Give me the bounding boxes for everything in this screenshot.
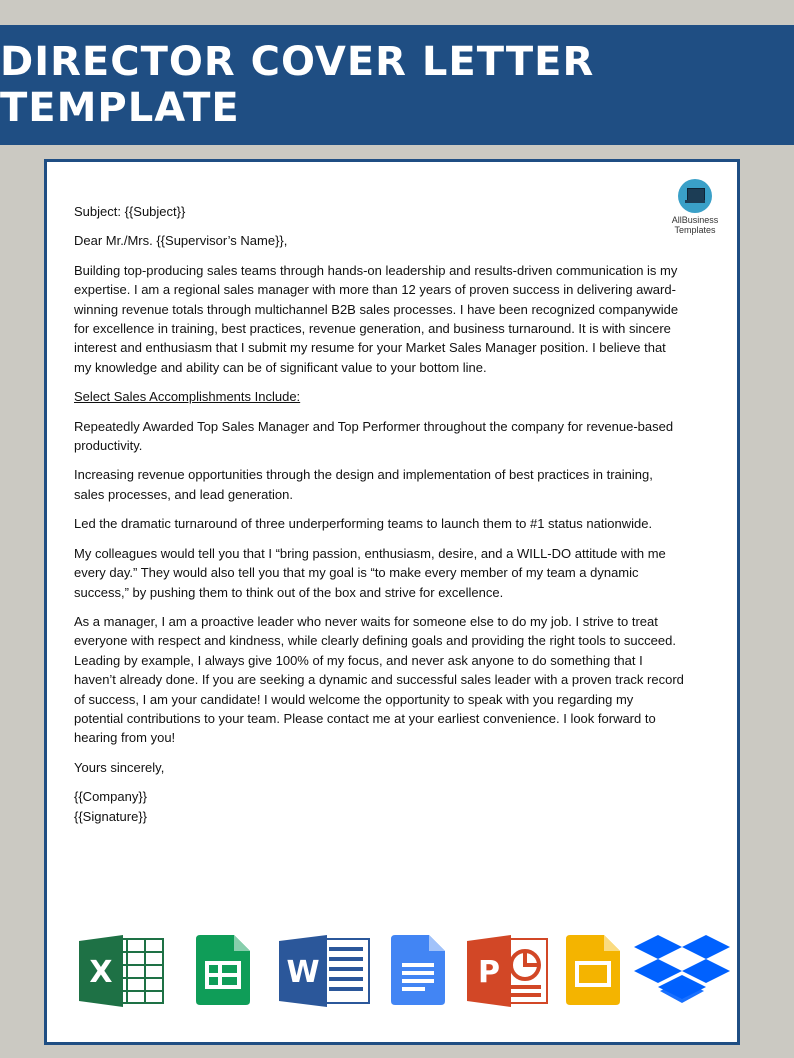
excel-icon[interactable] [77,935,165,1007]
powerpoint-letter: P [478,955,500,990]
accomplishment-item: Repeatedly Awarded Top Sales Manager and Top Performer throughout the company for revenue-based productivity. [74,418,674,454]
page-title: DIRECTOR COVER LETTER TEMPLATE [0,39,595,131]
signature-placeholder: {{Signature}} [74,808,148,824]
google-slides-icon[interactable] [562,935,622,1007]
subject-line: Subject: {{Subject}} [74,204,186,219]
closing: Yours sincerely, [74,759,165,775]
word-icon[interactable] [277,935,372,1007]
intro-paragraph: Building top-producing sales teams through hands-on leadership and results-driven communication is my expertise. I am a regional sales manager with more than 12 years of proven success in delivering award-winning revenue totals through multichannel B2B sales processes. I have been recognized companywide for excellence in training, best practices, revenue generation, and business turnaround. It is with sincere interest and enthusiasm that I submit my resume for your Market Sales Manager position. I believe that my knowledge and ability can be of significant value to your bottom line. [74,262,679,375]
google-docs-icon[interactable] [387,935,447,1007]
title-banner [0,25,794,145]
file-format-icons [77,935,737,1010]
letter-body [74,202,686,836]
excel-letter: X [89,955,113,990]
powerpoint-icon[interactable] [467,935,549,1007]
document-page [44,159,740,1045]
logo-text-line2: Templates [674,225,716,235]
colleagues-paragraph: My colleagues would tell you that I “bring passion, enthusiasm, desire, and a WILL-DO attitude with me every day.” They would also tell you that my goal is “to make every member of my team a dynamic success,” by pushing them to think out of the box and strive for excellence. [74,545,666,600]
accomplishment-item: Increasing revenue opportunities through the design and implementation of best practices in training, sales processes, and lead generation. [74,467,653,502]
manager-paragraph: As a manager, I am a proactive leader who never waits for someone else to do my job. I strive to treat everyone with respect and kindness, while clearly defining goals and providing the right tools to succeed. Leading by example, I always give 100% of my focus, and never ask anyone to do something that I haven’t already done. If you are seeking a dynamic and successful sales leader with a proven track record of success, I am your candidate! I would welcome the opportunity to speak with you regarding my potential contributions to your team. Please contact me at your earliest convenience. I look forward to hearing from you! [74,613,684,746]
logo-text-line1: AllBusiness [671,215,719,225]
company-placeholder: {{Company}} [74,789,148,805]
word-letter: W [286,955,320,990]
greeting: Dear Mr./Mrs. {{Supervisor’s Name}}, [74,233,288,249]
accomplishment-item: Led the dramatic turnaround of three underperforming teams to launch them to #1 status nationwide. [74,516,653,532]
accomplishments-heading: Select Sales Accomplishments Include: [74,389,301,405]
dropbox-icon[interactable] [634,935,730,1007]
google-sheets-icon[interactable] [192,935,252,1007]
